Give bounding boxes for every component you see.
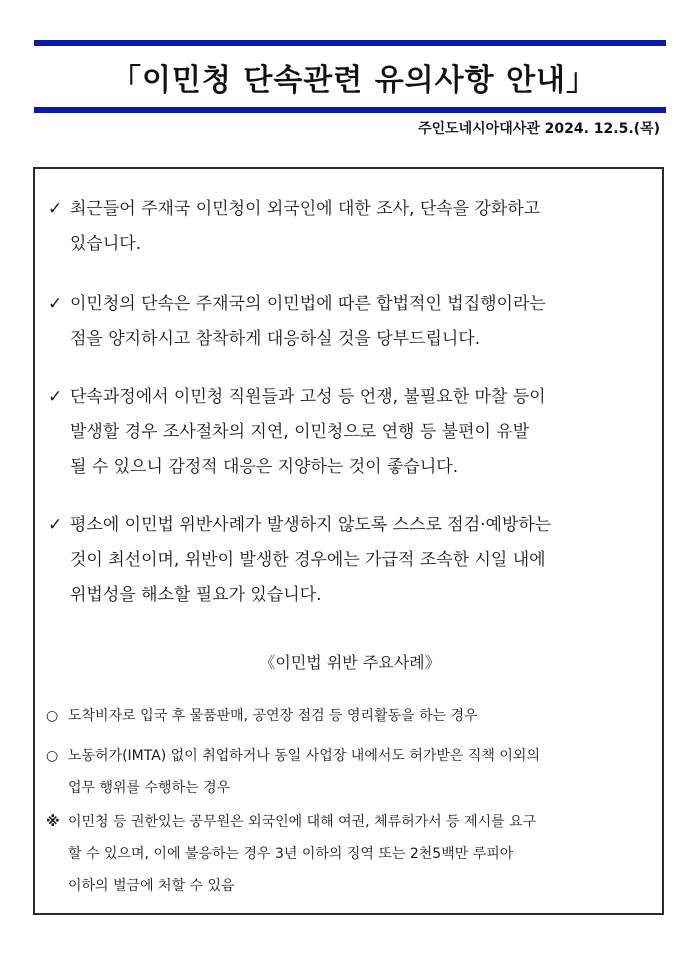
note-item [46, 806, 660, 902]
page-title: 「이민청 단속관련 유의사항 안내」 [110, 62, 598, 98]
notice-line: 될 수 있으니 감정적 대응은 지양하는 것이 좋습니다. [70, 457, 459, 477]
notice-item [48, 192, 658, 262]
case-text [46, 740, 660, 804]
title-bottom-rule [34, 107, 666, 113]
note-line: 할 수 있으며, 이에 불응하는 경우 3년 이하의 징역 또는 2천5백만 루피아 [68, 846, 514, 862]
note-line: 이민청 등 권한있는 공무원은 외국인에 대해 여권, 체류허가서 등 제시를 요구 [68, 814, 537, 830]
notice-line: 점을 양지하시고 참착하게 대응하실 것을 당부드립니다. [70, 329, 481, 349]
checkmark-icon: ✓ [48, 387, 63, 407]
reference-mark-icon: ※ [46, 814, 60, 830]
notice-line: 것이 최선이며, 위반이 발생한 경우에는 가급적 조속한 시일 내에 [70, 550, 546, 570]
note-text [46, 806, 660, 902]
cases-heading: 《이민법 위반 주요사례》 [259, 653, 441, 672]
checkmark-icon: ✓ [48, 515, 63, 535]
checkmark-icon: ✓ [48, 199, 63, 219]
notice-item [48, 380, 658, 485]
notice-line: 있습니다. [70, 234, 142, 254]
circle-bullet-icon: ○ [46, 748, 59, 764]
notice-line: 평소에 이민법 위반사례가 발생하지 않도록 스스로 점검·예방하는 [70, 515, 552, 535]
case-line: 노동허가(IMTA) 없이 취업하거나 동일 사업장 내에서도 허가받은 직책 이외의 [68, 748, 540, 764]
notice-item [48, 287, 658, 357]
notice-line: 이민청의 단속은 주재국의 이민법에 따른 합법적인 법집행이라는 [70, 294, 546, 314]
notice-text [48, 192, 658, 262]
notice-line: 단속과정에서 이민청 직원들과 고성 등 언쟁, 불필요한 마찰 등이 [70, 387, 546, 407]
notice-item [48, 508, 658, 613]
case-line: 업무 행위를 수행하는 경우 [68, 780, 231, 796]
checkmark-icon: ✓ [48, 294, 63, 314]
notice-line: 위법성을 해소할 필요가 있습니다. [70, 585, 322, 605]
case-item [46, 740, 660, 804]
case-text [46, 700, 660, 732]
note-line: 이하의 벌금에 처할 수 있음 [68, 878, 235, 894]
notice-text [48, 380, 658, 485]
notice-line: 발생할 경우 조사절차의 지연, 이민청으로 연행 등 불편이 유발 [70, 422, 530, 442]
notice-text [48, 508, 658, 613]
case-item [46, 700, 660, 732]
issuer-date: 주인도네시아대사관 2024. 12.5.(목) [418, 121, 660, 137]
notice-text [48, 287, 658, 357]
circle-bullet-icon: ○ [46, 708, 59, 724]
case-line: 도착비자로 입국 후 물품판매, 공연장 점검 등 영리활동을 하는 경우 [68, 708, 478, 724]
notice-line: 최근들어 주재국 이민청이 외국인에 대한 조사, 단속을 강화하고 [70, 199, 541, 219]
